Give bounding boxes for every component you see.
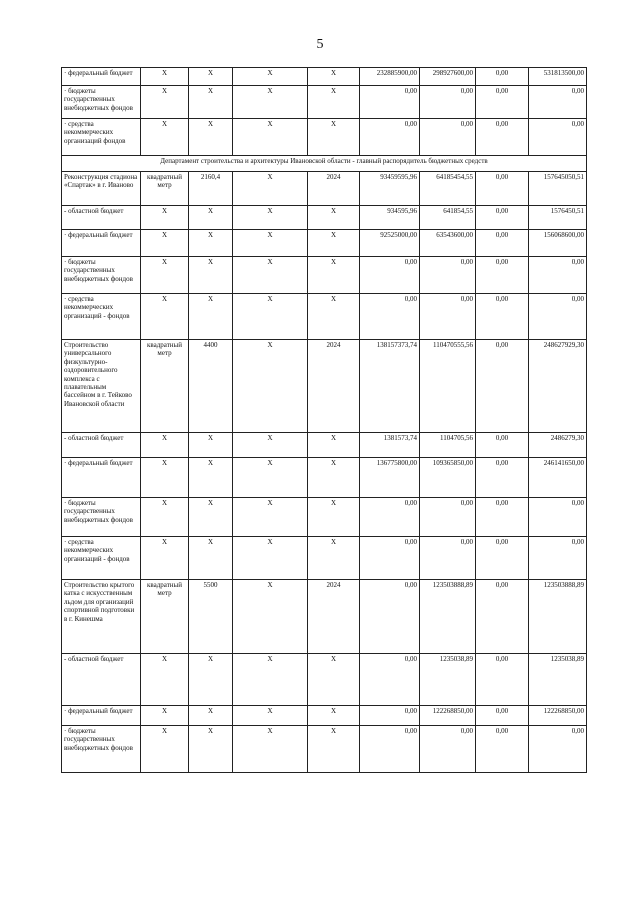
row-label: · федеральный бюджет bbox=[62, 706, 141, 726]
amount-cell: 0,00 bbox=[360, 257, 420, 294]
amount-cell: 641854,55 bbox=[420, 206, 476, 230]
table-cell: X bbox=[233, 537, 308, 580]
table-cell: 2024 bbox=[308, 340, 360, 433]
table-cell: X bbox=[189, 458, 233, 498]
amount-cell: 0,00 bbox=[476, 206, 529, 230]
amount-cell: 232885900,00 bbox=[360, 68, 420, 86]
table-cell: X bbox=[308, 433, 360, 458]
amount-cell: 123503888,89 bbox=[529, 580, 587, 654]
table-cell: X bbox=[189, 706, 233, 726]
table-row bbox=[62, 230, 587, 257]
table-cell: X bbox=[308, 706, 360, 726]
page-number: 5 bbox=[316, 37, 324, 52]
row-label: · средства некоммерческих организаций фондов bbox=[62, 119, 141, 156]
amount-cell: 110470555,56 bbox=[420, 340, 476, 433]
table-cell: X bbox=[308, 498, 360, 537]
table-cell: X bbox=[233, 433, 308, 458]
amount-cell: 138157373,74 bbox=[360, 340, 420, 433]
amount-cell: 109365850,00 bbox=[420, 458, 476, 498]
amount-cell: 0,00 bbox=[476, 86, 529, 119]
table-cell: X bbox=[308, 68, 360, 86]
amount-cell: 0,00 bbox=[476, 654, 529, 706]
table-cell: X bbox=[233, 86, 308, 119]
table-cell: 4400 bbox=[189, 340, 233, 433]
amount-cell: 0,00 bbox=[529, 119, 587, 156]
table-body bbox=[62, 68, 587, 773]
table-cell: X bbox=[308, 230, 360, 257]
amount-cell: 64185454,55 bbox=[420, 172, 476, 206]
row-label: · бюджеты государственных внебюджетных фондов bbox=[62, 726, 141, 773]
table-cell: X bbox=[141, 68, 189, 86]
table-cell: 5500 bbox=[189, 580, 233, 654]
table-row bbox=[62, 68, 587, 86]
amount-cell: 0,00 bbox=[529, 498, 587, 537]
table-cell: X bbox=[189, 654, 233, 706]
table-cell: 2160,4 bbox=[189, 172, 233, 206]
amount-cell: 0,00 bbox=[476, 257, 529, 294]
table-cell: X bbox=[189, 726, 233, 773]
table-row bbox=[62, 119, 587, 156]
amount-cell: 156068600,00 bbox=[529, 230, 587, 257]
table-cell: X bbox=[233, 654, 308, 706]
table-cell: X bbox=[308, 654, 360, 706]
table-row bbox=[62, 86, 587, 119]
table-row bbox=[62, 458, 587, 498]
table-cell: X bbox=[308, 294, 360, 340]
table-cell: X bbox=[141, 206, 189, 230]
table-row bbox=[62, 340, 587, 433]
amount-cell: 0,00 bbox=[529, 257, 587, 294]
amount-cell: 0,00 bbox=[529, 294, 587, 340]
row-label: - областной бюджет bbox=[62, 654, 141, 706]
table-cell: X bbox=[233, 257, 308, 294]
table-cell: X bbox=[233, 294, 308, 340]
row-label: · средства некоммерческих организаций - фондов bbox=[62, 537, 141, 580]
table-cell: X bbox=[189, 86, 233, 119]
table-row bbox=[62, 498, 587, 537]
table-cell: X bbox=[233, 172, 308, 206]
table-cell: X bbox=[189, 498, 233, 537]
row-label: · федеральный бюджет bbox=[62, 68, 141, 86]
table-cell: X bbox=[233, 119, 308, 156]
amount-cell: 0,00 bbox=[360, 86, 420, 119]
table-cell: X bbox=[141, 257, 189, 294]
amount-cell: 0,00 bbox=[476, 458, 529, 498]
table-cell: X bbox=[189, 68, 233, 86]
amount-cell: 531813500,00 bbox=[529, 68, 587, 86]
amount-cell: 0,00 bbox=[476, 172, 529, 206]
table-row bbox=[62, 706, 587, 726]
table-cell: X bbox=[189, 257, 233, 294]
amount-cell: 0,00 bbox=[420, 498, 476, 537]
table-cell: X bbox=[189, 433, 233, 458]
amount-cell: 0,00 bbox=[476, 230, 529, 257]
amount-cell: 0,00 bbox=[360, 706, 420, 726]
table-cell: X bbox=[141, 119, 189, 156]
amount-cell: 157645050,51 bbox=[529, 172, 587, 206]
row-label: Строительство крытого катка с искусственным льдом для организаций спортивной подготовки в г. Кинешма bbox=[62, 580, 141, 654]
amount-cell: 1104705,56 bbox=[420, 433, 476, 458]
amount-cell: 0,00 bbox=[476, 119, 529, 156]
amount-cell: 0,00 bbox=[360, 726, 420, 773]
amount-cell: 0,00 bbox=[476, 433, 529, 458]
table-cell: X bbox=[141, 458, 189, 498]
table-cell: X bbox=[141, 537, 189, 580]
table-cell: квадратный метр bbox=[141, 172, 189, 206]
amount-cell: 0,00 bbox=[420, 537, 476, 580]
table-cell: X bbox=[233, 498, 308, 537]
table-cell: X bbox=[308, 206, 360, 230]
amount-cell: 0,00 bbox=[360, 580, 420, 654]
row-label: · бюджеты государственных внебюджетных фондов bbox=[62, 257, 141, 294]
amount-cell: 123503888,89 bbox=[420, 580, 476, 654]
table-row bbox=[62, 580, 587, 654]
row-label: · федеральный бюджет bbox=[62, 458, 141, 498]
table-cell: X bbox=[141, 706, 189, 726]
table-row bbox=[62, 433, 587, 458]
table-cell: X bbox=[233, 580, 308, 654]
amount-cell: 122268850,00 bbox=[420, 706, 476, 726]
table-cell: X bbox=[233, 458, 308, 498]
table-cell: X bbox=[189, 206, 233, 230]
table-cell: 2024 bbox=[308, 580, 360, 654]
amount-cell: 0,00 bbox=[476, 706, 529, 726]
amount-cell: 0,00 bbox=[476, 537, 529, 580]
amount-cell: 0,00 bbox=[420, 119, 476, 156]
amount-cell: 92525000,00 bbox=[360, 230, 420, 257]
table-cell: квадратный метр bbox=[141, 340, 189, 433]
table-cell: X bbox=[233, 206, 308, 230]
amount-cell: 0,00 bbox=[420, 86, 476, 119]
table-cell: X bbox=[141, 294, 189, 340]
table-cell: X bbox=[233, 230, 308, 257]
table-row bbox=[62, 172, 587, 206]
table-row bbox=[62, 537, 587, 580]
table-cell: X bbox=[308, 726, 360, 773]
amount-cell: 0,00 bbox=[420, 294, 476, 340]
amount-cell: 0,00 bbox=[360, 537, 420, 580]
amount-cell: 0,00 bbox=[360, 119, 420, 156]
amount-cell: 0,00 bbox=[476, 340, 529, 433]
amount-cell: 0,00 bbox=[476, 726, 529, 773]
amount-cell: 1235038,89 bbox=[420, 654, 476, 706]
amount-cell: 248627929,30 bbox=[529, 340, 587, 433]
table-cell: X bbox=[233, 726, 308, 773]
row-label: · бюджеты государственных внебюджетных фондов bbox=[62, 498, 141, 537]
row-label: · средства некоммерческих организаций - фондов bbox=[62, 294, 141, 340]
amount-cell: 0,00 bbox=[420, 726, 476, 773]
table-cell: 2024 bbox=[308, 172, 360, 206]
amount-cell: 93459595,96 bbox=[360, 172, 420, 206]
amount-cell: 934595,96 bbox=[360, 206, 420, 230]
table-row bbox=[62, 294, 587, 340]
amount-cell: 0,00 bbox=[529, 537, 587, 580]
table-cell: X bbox=[189, 294, 233, 340]
amount-cell: 0,00 bbox=[360, 294, 420, 340]
table-cell: X bbox=[308, 257, 360, 294]
amount-cell: 0,00 bbox=[360, 498, 420, 537]
table-cell: X bbox=[141, 726, 189, 773]
table-cell: X bbox=[233, 340, 308, 433]
row-label: Реконструкция стадиона «Спартак» в г. Иваново bbox=[62, 172, 141, 206]
table-cell: X bbox=[308, 86, 360, 119]
amount-cell: 1576450,51 bbox=[529, 206, 587, 230]
amount-cell: 1235038,89 bbox=[529, 654, 587, 706]
amount-cell: 0,00 bbox=[476, 294, 529, 340]
section-title: Департамент строительства и архитектуры Ивановской области - главный распорядитель бюджетных средств bbox=[62, 156, 587, 172]
amount-cell: 0,00 bbox=[529, 726, 587, 773]
amount-cell: 0,00 bbox=[360, 654, 420, 706]
amount-cell: 0,00 bbox=[529, 86, 587, 119]
amount-cell: 0,00 bbox=[476, 68, 529, 86]
amount-cell: 0,00 bbox=[420, 257, 476, 294]
table-cell: X bbox=[308, 537, 360, 580]
table-cell: X bbox=[308, 458, 360, 498]
row-label: · федеральный бюджет bbox=[62, 230, 141, 257]
table-cell: X bbox=[141, 498, 189, 537]
row-label: Строительство универсального физкультурно-оздоровительного комплекса с плавательным бассейном в г. Тейково Ивановской области bbox=[62, 340, 141, 433]
amount-cell: 122268850,00 bbox=[529, 706, 587, 726]
table-cell: X bbox=[189, 119, 233, 156]
table-cell: квадратный метр bbox=[141, 580, 189, 654]
table-row bbox=[62, 726, 587, 773]
amount-cell: 0,00 bbox=[476, 580, 529, 654]
budget-table bbox=[61, 67, 587, 773]
table-cell: X bbox=[189, 230, 233, 257]
table-cell: X bbox=[233, 706, 308, 726]
table-row bbox=[62, 206, 587, 230]
amount-cell: 246141650,00 bbox=[529, 458, 587, 498]
row-label: - областной бюджет bbox=[62, 433, 141, 458]
table-cell: X bbox=[141, 654, 189, 706]
table-row bbox=[62, 257, 587, 294]
amount-cell: 0,00 bbox=[476, 498, 529, 537]
table-cell: X bbox=[233, 68, 308, 86]
amount-cell: 298927600,00 bbox=[420, 68, 476, 86]
amount-cell: 1381573,74 bbox=[360, 433, 420, 458]
table-cell: X bbox=[141, 230, 189, 257]
row-label: - областной бюджет bbox=[62, 206, 141, 230]
amount-cell: 63543600,00 bbox=[420, 230, 476, 257]
table-cell: X bbox=[308, 119, 360, 156]
amount-cell: 2486279,30 bbox=[529, 433, 587, 458]
table-cell: X bbox=[141, 433, 189, 458]
amount-cell: 136775800,00 bbox=[360, 458, 420, 498]
section-row bbox=[62, 156, 587, 172]
row-label: · бюджеты государственных внебюджетных фондов bbox=[62, 86, 141, 119]
table-cell: X bbox=[141, 86, 189, 119]
table-row bbox=[62, 654, 587, 706]
table-cell: X bbox=[189, 537, 233, 580]
